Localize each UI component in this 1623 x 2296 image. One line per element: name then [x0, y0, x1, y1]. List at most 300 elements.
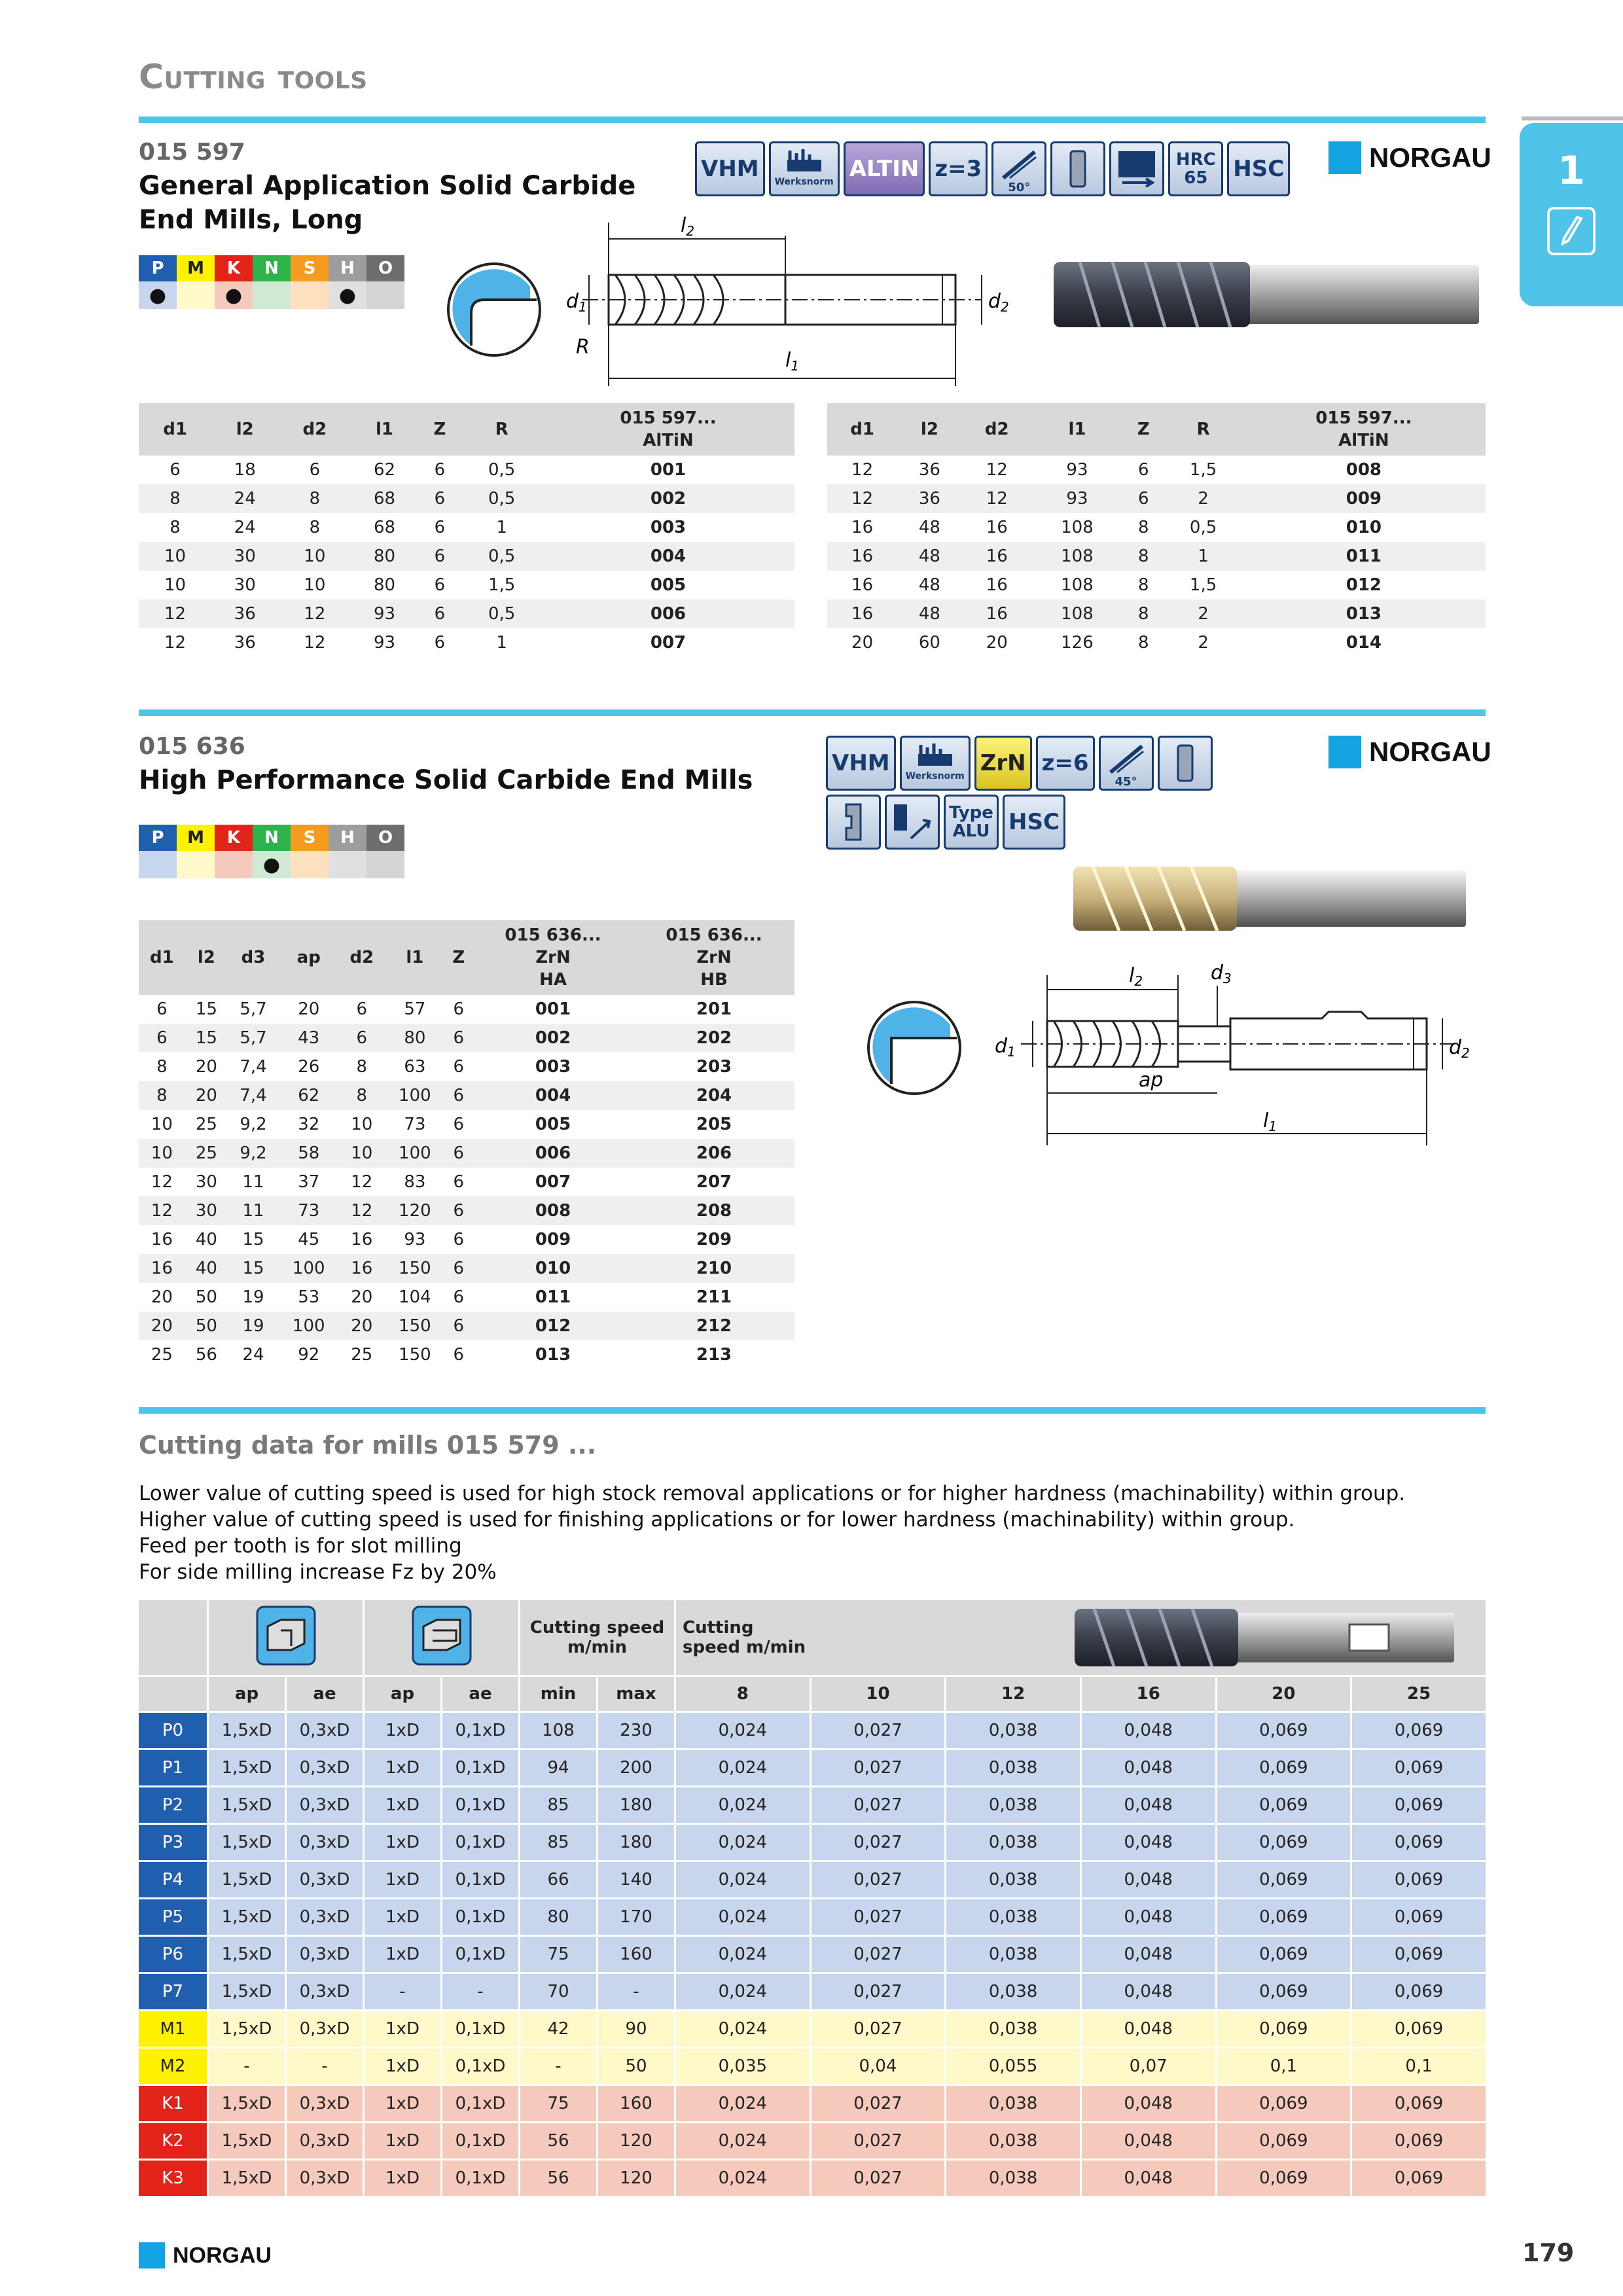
table-cell: 20: [139, 1312, 185, 1340]
iso-s: S: [291, 255, 329, 281]
material-group-label: P3: [139, 1825, 207, 1860]
cutting-cell: 0,069: [1217, 1974, 1351, 2009]
table-cell: 6: [434, 633, 446, 653]
cutting-cell: 75: [520, 2086, 596, 2121]
col-l2: l2: [211, 403, 278, 456]
dim-l2: $l_2$: [681, 214, 695, 239]
cutting-cell: 1,5xD: [209, 2086, 285, 2121]
table-cell: 1: [496, 518, 507, 537]
table-row: [139, 1225, 794, 1254]
cutting-cell: 0,1xD: [442, 2161, 518, 2196]
cutting-cell: 0,069: [1352, 1974, 1486, 2009]
cutting-cell: 0,027: [812, 2123, 945, 2159]
table-cell: 30: [234, 575, 256, 595]
cutting-cell: 0,027: [812, 1787, 945, 1823]
table-cell: 16: [851, 518, 874, 537]
table-row: [139, 1139, 794, 1168]
hsc-badge: HSC: [1003, 795, 1065, 850]
table-cell: 80: [351, 542, 418, 571]
table-cell: 001: [650, 460, 687, 480]
cutting-cell: 0,048: [1082, 2011, 1215, 2047]
table-cell: 20: [851, 633, 874, 653]
cutting-row: [139, 2123, 1486, 2159]
table-cell: 6: [356, 999, 368, 1019]
table-cell: 6: [453, 1057, 465, 1077]
iso-h: H: [329, 255, 366, 281]
table-cell: 8: [1122, 542, 1164, 571]
cutting-row: [139, 2161, 1486, 2196]
table-cell: 15: [242, 1230, 264, 1249]
table-cell: 2: [1164, 484, 1241, 513]
cutting-row: [139, 1974, 1486, 2009]
speed-header-2: Cutting speed m/min: [683, 1618, 806, 1657]
table-cell: 6: [338, 1024, 385, 1052]
cutting-cell: 0,038: [946, 1937, 1080, 1972]
cutting-cell: 0,048: [1082, 1899, 1215, 1935]
cutting-cell: 85: [520, 1825, 596, 1860]
section3-rule: [139, 1407, 1486, 1414]
table-cell: 93: [373, 633, 396, 653]
table-cell: 150: [385, 1312, 444, 1340]
corner-square-icon: [865, 999, 963, 1100]
cutting-cell: 0,048: [1082, 1974, 1215, 2009]
table-cell: 0,5: [1189, 518, 1217, 537]
cutting-cell: 0,038: [946, 1787, 1080, 1823]
cutting-row: [139, 2086, 1486, 2121]
table-cell: 207: [696, 1172, 732, 1192]
table-cell: 16: [851, 575, 874, 595]
speed-header: Cutting speed m/min: [520, 1600, 674, 1675]
table-cell: 37: [298, 1172, 320, 1192]
table-cell: 93: [1066, 460, 1088, 480]
section1-iso-table: [139, 255, 404, 309]
cutting-cell: 0,1xD: [442, 2123, 518, 2159]
table-cell: 6: [453, 1230, 465, 1249]
table-cell: 8: [1137, 633, 1149, 653]
table-cell: 93: [1032, 484, 1122, 513]
cutting-cell: 0,3xD: [287, 2011, 363, 2047]
cutting-cell: 0,069: [1352, 1937, 1486, 1972]
table-cell: 1: [496, 633, 507, 653]
table-cell: 40: [185, 1254, 228, 1283]
table-cell: 62: [279, 1081, 338, 1110]
werksnorm-icon: Werksnorm: [769, 141, 840, 196]
table-row: [139, 1168, 794, 1196]
cutting-cell: 0,038: [946, 2123, 1080, 2159]
table-cell: 006: [473, 1139, 633, 1168]
vhm-badge: VHM: [695, 141, 765, 196]
material-group-label: P2: [139, 1787, 207, 1823]
table-cell: 6: [1137, 460, 1149, 480]
table-cell: 0,5: [461, 600, 542, 628]
cutting-cell: 56: [520, 2123, 596, 2159]
table-cell: 5,7: [228, 1024, 279, 1052]
table-row: [139, 1196, 794, 1225]
cutting-cell: 0,027: [812, 2161, 945, 2196]
drill-icon: [1547, 207, 1596, 255]
cutting-cell: 1xD: [365, 1862, 440, 1897]
cutting-cell: 0,069: [1217, 2161, 1351, 2196]
table-cell: 206: [633, 1139, 794, 1168]
dim-d1: $d_1$: [995, 1035, 1016, 1060]
table-cell: 008: [1346, 460, 1382, 480]
table-row: [827, 542, 1486, 571]
cutting-cell: 0,024: [676, 1937, 810, 1972]
table-cell: 10: [164, 575, 187, 595]
cutting-cell: 0,3xD: [287, 1787, 363, 1823]
table-cell: 0,5: [461, 484, 542, 513]
cutting-cell: 1,5xD: [209, 1825, 285, 1860]
cutting-cell: 0,1: [1217, 2049, 1351, 2084]
table-cell: 20: [338, 1312, 385, 1340]
table-cell: 24: [234, 518, 256, 537]
cutting-cell: 0,3xD: [287, 2123, 363, 2159]
table-row: [139, 571, 794, 600]
table-cell: 013: [1242, 600, 1486, 628]
cutting-cell: 0,024: [676, 1899, 810, 1935]
cutting-cell: 0,038: [946, 1899, 1080, 1935]
chapter-tab[interactable]: [1520, 123, 1623, 306]
table-cell: 93: [351, 600, 418, 628]
section1-code: 015 597: [139, 139, 245, 166]
dim-ap: ap: [1139, 1069, 1164, 1092]
table-cell: 80: [385, 1024, 444, 1052]
cutting-cell: -: [287, 2049, 363, 2084]
cutting-cell: 1xD: [365, 1750, 440, 1785]
cutting-cell: 1xD: [365, 2086, 440, 2121]
table-cell: 202: [633, 1024, 794, 1052]
cutting-cell: 0,024: [676, 1974, 810, 2009]
material-group-label: P5: [139, 1899, 207, 1935]
section2-table: d1 l2 d3 ap d2 l1 Z 015 636... ZrN HA 015 636... ZrN HB 6 15 5,7 20 6 57 6 001 201 6 15 5,7 43 6 80 6 002 202 8 20 7,4 26 8 63 6 003 203 8 20 7,4 62 8 100 6 004 204 10 25 9,2 32 10 73 6 005 205 10 25 9,2 58 10 100 6 006 206 12 30 11 37 12 83 6 007 207 12 30 11 73 12 120 6 008 208 16 40 15 45 16 93 6 009 209 16 40 15 100 16 150 6 010 210 20 50 19 53 20 104 6 011 211 20 50 19 100 20 150 6 012 212 25 56 24 92 25 150 6 013 213: [139, 920, 794, 1369]
table-cell: 12: [278, 600, 351, 628]
table-cell: 5,7: [240, 999, 267, 1019]
cutting-cell: 1xD: [365, 2011, 440, 2047]
cutting-cell: 75: [520, 1937, 596, 1972]
table-cell: 6: [453, 999, 465, 1019]
table-cell: 11: [228, 1196, 279, 1225]
cutting-cell: 0,069: [1217, 1713, 1351, 1748]
table-cell: 006: [542, 600, 794, 628]
cutting-data-title: Cutting data for mills 015 579 ...: [139, 1431, 597, 1460]
cutting-cell: -: [365, 1974, 440, 2009]
cutting-cell: 0,024: [676, 2011, 810, 2047]
table-row: [139, 513, 794, 542]
table-cell: 10: [278, 542, 351, 571]
table-cell: 014: [1346, 633, 1382, 653]
cutting-cell: 108: [520, 1713, 596, 1748]
section2-rule: [139, 709, 1486, 716]
cutting-cell: 0,069: [1352, 2086, 1486, 2121]
flutes-badge: z=6: [1036, 736, 1095, 791]
chapter-number: 1: [1558, 148, 1585, 194]
cutting-cell: 1,5xD: [209, 2123, 285, 2159]
cutting-cell: 1,5xD: [209, 1862, 285, 1897]
cutting-cell: 0,1xD: [442, 1713, 518, 1748]
table-row: [139, 995, 794, 1024]
table-cell: 19: [228, 1312, 279, 1340]
cutting-cell: 170: [598, 1899, 674, 1935]
cutting-cell: 0,048: [1082, 1825, 1215, 1860]
cutting-row: [139, 1899, 1486, 1935]
table-cell: 57: [404, 999, 426, 1019]
table-cell: 50: [185, 1312, 228, 1340]
cutting-cell: 1,5xD: [209, 2161, 285, 2196]
table-cell: 8: [1137, 518, 1149, 537]
table-cell: 12: [338, 1196, 385, 1225]
cutting-cell: 0,027: [812, 1750, 945, 1785]
table-cell: 204: [633, 1081, 794, 1110]
cutting-cell: 0,1xD: [442, 1787, 518, 1823]
table-cell: 36: [918, 460, 940, 480]
cutting-cell: 0,055: [946, 2049, 1080, 2084]
helix-angle-icon: 50°: [991, 141, 1046, 196]
cutting-cell: 0,04: [812, 2049, 945, 2084]
cutting-cell: 0,038: [946, 1862, 1080, 1897]
cutting-cell: -: [209, 2049, 285, 2084]
table-cell: 48: [897, 600, 962, 628]
section2-iso-table: P M K N S H O ●: [139, 825, 404, 878]
table-cell: 20: [151, 1287, 173, 1307]
table-cell: 6: [418, 484, 462, 513]
table-cell: 004: [473, 1081, 633, 1110]
cutting-cell: 50: [598, 2049, 674, 2084]
dim-l2: $l_2$: [1129, 964, 1143, 989]
table-cell: 30: [195, 1172, 217, 1192]
table-cell: 003: [650, 518, 687, 537]
cutting-cell: 56: [520, 2161, 596, 2196]
cutting-cell: 0,1xD: [442, 1937, 518, 1972]
ramping-icon: [885, 795, 940, 850]
cutting-cell: 1xD: [365, 1825, 440, 1860]
cutting-row: [139, 1862, 1486, 1897]
table-cell: 30: [185, 1196, 228, 1225]
cutting-cell: 0,038: [946, 1974, 1080, 2009]
table-cell: 7,4: [228, 1081, 279, 1110]
cutting-cell: 0,048: [1082, 1750, 1215, 1785]
cutting-cell: 1xD: [365, 1937, 440, 1972]
table-cell: 0,5: [488, 460, 516, 480]
cutting-cell: 70: [520, 1974, 596, 2009]
table-row: [827, 484, 1486, 513]
table-cell: 208: [633, 1196, 794, 1225]
table-cell: 24: [211, 484, 278, 513]
table-row: [827, 600, 1486, 628]
table-cell: 0,5: [461, 542, 542, 571]
table-cell: 6: [453, 1172, 465, 1192]
cutting-cell: 0,027: [812, 1713, 945, 1748]
table-cell: 68: [351, 484, 418, 513]
table-cell: 62: [373, 460, 396, 480]
table-cell: 12: [962, 484, 1032, 513]
table-cell: 63: [404, 1057, 426, 1077]
iso-p-dot: ●: [139, 281, 177, 309]
cutting-cell: 0,038: [946, 1750, 1080, 1785]
table-cell: 10: [338, 1139, 385, 1168]
table-cell: 6: [445, 1139, 473, 1168]
page-title: Cutting tools: [139, 58, 368, 97]
slot-milling-icon: [209, 1600, 363, 1675]
table-cell: 18: [234, 460, 256, 480]
hrc-badge: HRC 65: [1168, 141, 1223, 196]
table-cell: 2: [1198, 633, 1209, 653]
table-cell: 16: [827, 600, 897, 628]
cutting-cell: 0,069: [1352, 1899, 1486, 1935]
cutting-cell: 0,038: [946, 1825, 1080, 1860]
col-l1: l1: [351, 403, 418, 456]
table-cell: 009: [1242, 484, 1486, 513]
table-cell: 36: [234, 633, 256, 653]
cutting-cell: 0,3xD: [287, 2086, 363, 2121]
cutting-cell: 120: [598, 2123, 674, 2159]
cutting-row: [139, 2011, 1486, 2047]
table-cell: 68: [373, 518, 396, 537]
table-cell: 001: [535, 999, 571, 1019]
cutting-cell: 0,027: [812, 1862, 945, 1897]
table-cell: 210: [633, 1254, 794, 1283]
table-cell: 58: [279, 1139, 338, 1168]
table-cell: 9,2: [228, 1139, 279, 1168]
table-row: [139, 1340, 794, 1369]
cutting-cell: 0,027: [812, 1825, 945, 1860]
cutting-cell: 160: [598, 2086, 674, 2121]
table-cell: 6: [1122, 484, 1164, 513]
table-cell: 100: [279, 1254, 338, 1283]
cutting-cell: 0,069: [1352, 2123, 1486, 2159]
section1-title: General Application Solid Carbide End Mills, Long: [139, 171, 636, 235]
section2-code: 015 636: [139, 733, 245, 760]
cutting-data-table: Cutting speed m/min Cutting speed m/min ap ae ap ae min max 8 10 12 16 20 25 P0 1,5xD 0,3xD 1xD 0,1xD 108 230 0,024 0,027 0,038 0,048 0,069 0,069 P1 1,5xD 0,3xD 1xD 0,1xD 94 200 0,024 0,027 0,038 0,048 0,069 0,069 P2 1,5xD 0,3xD 1xD 0,1xD 85 180 0,024 0,027 0,038 0,048 0,069 0,069 P3 1,5xD 0,3xD 1xD 0,1xD 85 180 0,024 0,027 0,038 0,048 0,069 0,069 P4 1,5xD 0,3xD 1xD 0,1xD 66 140 0,024 0,027 0,038 0,048 0,069 0,069 P5 1,5xD 0,3xD 1xD 0,1xD 80 170 0,024 0,027 0,038 0,048 0,069 0,069 P6 1,5xD 0,3xD 1xD 0,1xD 75 160 0,024 0,027 0,038 0,048 0,069 0,069 P7 1,5xD 0,3xD - - 70 - 0,024 0,027 0,038 0,048 0,069 0,069 M1 1,5xD 0,3xD 1xD 0,1xD 42 90 0,024 0,027 0,038 0,048 0,069 0,069 M2 - - 1xD 0,1xD - 50 0,035 0,04 0,055 0,07 0,1 0,1 K1 1,5xD 0,3xD 1xD 0,1xD 75 160 0,024 0,027 0,038 0,048 0,069 0,069 K2 1,5xD 0,3xD 1xD 0,1xD 56 120 0,024 0,027 0,038 0,048 0,069 0,069 K3 1,5xD 0,3xD 1xD 0,1xD 56 120 0,024 0,027 0,038 0,048 0,069 0,069: [137, 1598, 1488, 2198]
dim-d2: $d_2$: [1449, 1036, 1470, 1061]
table-cell: 1,5: [488, 575, 516, 595]
table-row: [827, 513, 1486, 542]
table-cell: 8: [309, 518, 321, 537]
cutting-cell: 0,027: [812, 2086, 945, 2121]
table-cell: 10: [151, 1115, 173, 1134]
cutting-cell: 0,069: [1352, 1713, 1486, 1748]
table-cell: 20: [298, 999, 320, 1019]
cutting-cell: 0,069: [1352, 1787, 1486, 1823]
cutting-row: [139, 1937, 1486, 1972]
cutting-cell: 0,024: [676, 2086, 810, 2121]
table-cell: 60: [918, 633, 940, 653]
cutting-cell: 0,048: [1082, 1713, 1215, 1748]
cutting-cell: 0,3xD: [287, 1825, 363, 1860]
table-cell: 002: [542, 484, 794, 513]
corner-radius-icon: [445, 260, 543, 361]
col-code: 015 597... AlTiN: [542, 403, 794, 456]
table-cell: 45: [298, 1230, 320, 1249]
material-group-label: P4: [139, 1862, 207, 1897]
dim-l1: $l_1$: [1263, 1109, 1277, 1134]
table-cell: 8: [356, 1057, 368, 1077]
table-row: [139, 1254, 794, 1283]
end-mill-photo-1: [1041, 255, 1486, 336]
cutting-cell: 0,069: [1217, 1787, 1351, 1823]
helix-angle-icon: 45°: [1099, 736, 1154, 791]
table-cell: 16: [986, 575, 1008, 595]
table-cell: 12: [351, 1172, 373, 1192]
cutting-cell: 0,1xD: [442, 1899, 518, 1935]
table-cell: 6: [445, 1024, 473, 1052]
cutting-cell: 0,048: [1082, 1937, 1215, 1972]
cutting-cell: 180: [598, 1825, 674, 1860]
cutting-cell: 0,069: [1217, 2086, 1351, 2121]
cutting-cell: 1xD: [365, 2123, 440, 2159]
zrn-coating-badge: ZrN: [974, 736, 1032, 791]
table-cell: 008: [473, 1196, 633, 1225]
cutting-cell: 0,027: [812, 1899, 945, 1935]
cutting-cell: 66: [520, 1862, 596, 1897]
cutting-cell: 0,069: [1217, 1862, 1351, 1897]
cutting-cell: 0,024: [676, 2161, 810, 2196]
iso-n-dot: ●: [253, 851, 291, 878]
cutting-cell: 0,038: [946, 2086, 1080, 2121]
table-cell: 6: [453, 1287, 465, 1307]
flutes-badge: z=3: [929, 141, 988, 196]
table-cell: 48: [918, 518, 940, 537]
cutting-cell: 0,035: [676, 2049, 810, 2084]
table-cell: 9,2: [240, 1115, 267, 1134]
cutting-cell: 90: [598, 2011, 674, 2047]
col-d2: d2: [278, 403, 351, 456]
table-cell: 30: [211, 542, 278, 571]
section1-table-right: d1 l2 d2 l1 Z R 015 597... AlTiN 12 36 12 93 6 1,5 008 12 36 12 93 6 2 009 16 48 16 108 8 0,5 010 16 48 16 108 8 1 011 16 48 16 108 8 1,5 012 16 48 16 108 8 2 013 20 60 20 126 8 2 014: [827, 403, 1486, 657]
iso-p: P: [139, 255, 177, 281]
table-cell: 8: [1122, 600, 1164, 628]
table-cell: 6: [156, 999, 168, 1019]
table-cell: 15: [195, 999, 217, 1019]
cutting-cell: 1,5xD: [209, 1713, 285, 1748]
dim-d3: $d_3$: [1211, 961, 1232, 986]
table-cell: 24: [242, 1345, 264, 1365]
table-cell: 7,4: [240, 1057, 267, 1077]
cutting-cell: 0,1xD: [442, 2049, 518, 2084]
table-cell: 15: [228, 1254, 279, 1283]
table-cell: 205: [696, 1115, 732, 1134]
table-cell: 6: [418, 542, 462, 571]
cutting-cell: 1,5xD: [209, 1787, 285, 1823]
table-cell: 013: [535, 1345, 571, 1365]
material-group-label: P0: [139, 1713, 207, 1748]
iso-h-dot: ●: [329, 281, 366, 309]
table-cell: 007: [535, 1172, 571, 1192]
table-cell: 6: [434, 518, 446, 537]
iso-k: K: [215, 255, 253, 281]
cutting-notes: Lower value of cutting speed is used for high stock removal applications or for higher hardness (machinability) within group. Higher value of cutting speed is used for finishing applications or for lower hardness (machinability) within group. Feed per tooth is for slot milling For side milling increase Fz by 20%: [139, 1482, 1406, 1584]
table-cell: 1,5: [1189, 460, 1217, 480]
cutting-row: [139, 1787, 1486, 1823]
table-cell: 213: [696, 1345, 732, 1365]
table-cell: 6: [445, 1312, 473, 1340]
table-cell: 004: [542, 542, 794, 571]
table-cell: 8: [278, 484, 351, 513]
cutting-cell: 0,048: [1082, 2123, 1215, 2159]
table-cell: 6: [434, 575, 446, 595]
table-cell: 15: [185, 1024, 228, 1052]
material-group-label: K3: [139, 2161, 207, 2196]
section1-table-left: [139, 403, 794, 657]
table-row: [139, 542, 794, 571]
table-cell: 6: [453, 1115, 465, 1134]
table-cell: 56: [195, 1345, 217, 1365]
table-row: [139, 628, 794, 657]
table-cell: 209: [696, 1230, 732, 1249]
table-cell: 011: [1242, 542, 1486, 571]
table-cell: 20: [986, 633, 1008, 653]
cutting-cell: 200: [598, 1750, 674, 1785]
table-cell: 36: [211, 600, 278, 628]
